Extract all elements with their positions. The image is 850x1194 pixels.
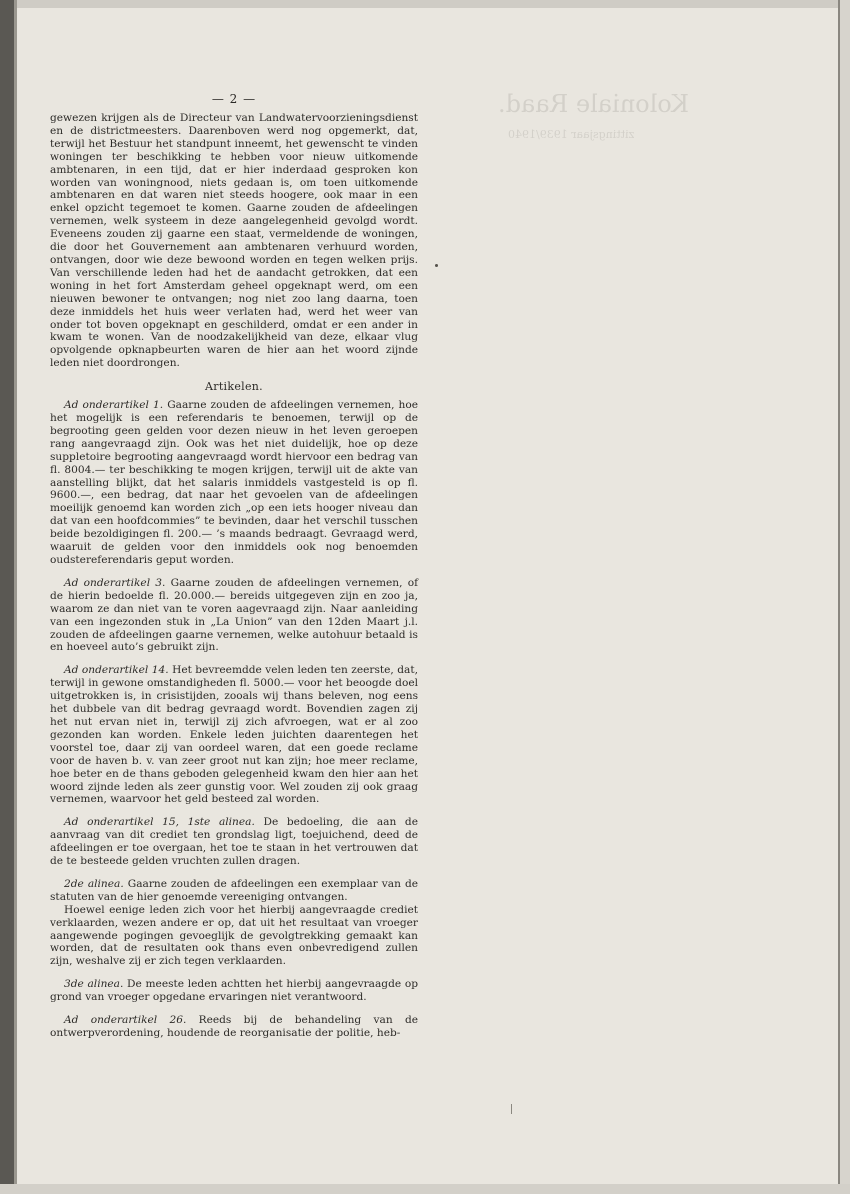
article-15-second-lead: 2de alinea. bbox=[64, 877, 124, 890]
paragraph-housing: gewezen krijgen als de Directeur van Landwatervoorzieningsdienst en de districtmeesters. Daarenboven werd nog opgemerkt, dat, terwijl het Bestuur het standpunt inneemt, het gewenscht te vinden woningen ter beschikking te hebben voor nieuw uitkomende ambtenaren, in een tijd, dat er hier inderdaad gesproken kon worden van woningnood, niets gedaan is, om toen uitkomende ambtenaren en dat waren niet steeds hoogere, ook maar in een enkel opzicht tegemoet te komen. Gaarne zouden de afdeelingen vernemen, welk systeem in deze aangelegenheid gevolgd wordt. Eveneens zouden zij gaarne een staat, vermeldende de woningen, die door het Gouvernement aan ambtenaren verhuurd worden, ontvangen, door wie deze bewoond worden en tegen welken prijs. Van verschillende leden had het de aandacht getrokken, dat een woning in het fort Amsterdam geheel opgeknapt werd, om een nieuwen bewoner te ontvangen; nog niet zoo lang daarna, toen deze inmiddels het huis weer verlaten had, werd het weer van onder tot boven opgeknapt en geschilderd, omdat er een ander in kwam te wonen. Van de noodzakelijkheid van deze, elkaar vlug opvolgende opknapbeurten waren de hier aan het woord zijnde leden niet doordrongen. bbox=[50, 112, 418, 370]
scan-bottom-edge bbox=[0, 1184, 850, 1194]
article-15-second-text: Gaarne zouden de afdeelingen een exemplaar van de statuten van de hier genoemde vereeniging ontvangen. bbox=[50, 877, 418, 903]
article-15-text: De bedoeling, die aan de aanvraag van dit crediet ten grondslag ligt, toejuichend, deed de afdeelingen er toe overgaan, het toe te staan in het vertrouwen dat de te besteede gelden vruchten zullen dragen. bbox=[50, 816, 418, 868]
article-1-lead: Ad onderartikel 1. bbox=[64, 399, 164, 412]
paragraph-article-26 bbox=[50, 1014, 418, 1040]
article-14-text: Het bevreemdde velen leden ten zeerste, dat, terwijl in gewone omstandigheden fl. 5000.— voor het beoogde doel uitgetrokken is, in crisistijden, zooals wij thans beleven, nog eens het dubbele van dit bedrag gevraagd wordt. Bovendien zagen zij het nut ervan niet in, terwijl zij zich afvroegen, wat er al zoo gezonden kan worden. Enkele leden juichten daarentegen het voorstel toe, daar zij van oordeel waren, dat een goede reclame voor de haven b. v. van zeer groot nut kan zijn; hoe meer reclame, hoe beter en de thans geboden gelegenheid kwam den hier aan het woord zijnde leden als zeer gunstig voor. Wel zouden zij ook graag vernemen, waarvoor het geld besteed zal worden. bbox=[50, 664, 418, 806]
ink-speck bbox=[435, 264, 438, 267]
article-1-text: Gaarne zouden de afdeelingen vernemen, hoe het mogelijk is een referendaris te benoemen, terwijl op de begrooting geen gelden voor dezen nieuw in het leven geroepen rang aangevraagd zijn. Ook was het niet duidelijk, hoe op deze suppletoire begrooting aangevraagd wordt hiervoor een bedrag van fl. 8004.— ter beschikking te mogen krijgen, terwijl uit de akte van aanstelling blijkt, dat het salaris inmiddels vastgesteld is op fl. 9600.—, een bedrag, dat naar het gevoelen van de afdeelingen moeilijk genoemd kan worden zich „op een iets hooger niveau dan dat van een hoofdcommies” te bevinden, daar het verschil tusschen beide bezoldigingen fl. 200.— ’s maands bedraagt. Gevraagd werd, waaruit de gelden voor den inmiddels ook nog benoemden oudstereferendaris geput worden. bbox=[50, 399, 418, 566]
show-through-subtitle: zittingsjaar 1939/1940 bbox=[508, 128, 635, 141]
paragraph-article-15-first bbox=[50, 816, 418, 868]
paragraph-article-14 bbox=[50, 664, 418, 806]
paragraph-article-1 bbox=[50, 399, 418, 567]
scan-left-edge bbox=[0, 0, 14, 1194]
article-15-third-text: De meeste leden achtten het hierbij aangevraagde op grond van vroeger opgedane ervaringen niet verantwoord. bbox=[50, 978, 418, 1004]
show-through-text bbox=[468, 90, 848, 250]
article-14-lead: Ad onderartikel 14. bbox=[64, 664, 169, 677]
article-3-text: Gaarne zouden de afdeelingen vernemen, of de hierin bedoelde fl. 20.000.— bereids uitgegeven zijn en zoo ja, waarom ze dan niet van te voren aagevraagd zijn. Naar aanleiding van een ingezonden stuk in „La Union” van den 12den Maart j.l. zouden de afdeelingen gaarne vernemen, welke autohuur betaald is en hoeveel auto’s gebruikt zijn. bbox=[50, 576, 418, 654]
article-3-lead: Ad onderartikel 3. bbox=[64, 576, 166, 589]
article-26-text: Reeds bij de behandeling van de ontwerpverordening, houdende de reorganisatie der politie, heb- bbox=[50, 1014, 418, 1039]
article-15-third-lead: 3de alinea. bbox=[64, 978, 124, 991]
article-15-lead: Ad onderartikel 15, 1ste alinea. bbox=[64, 816, 255, 829]
show-through-title: Koloniale Raad. bbox=[498, 90, 690, 118]
scan-left-edge-inner bbox=[14, 0, 17, 1194]
page-number: — 2 — bbox=[211, 92, 257, 106]
paragraph-article-15-second bbox=[50, 878, 418, 904]
article-26-lead: Ad onderartikel 26. bbox=[64, 1014, 187, 1027]
section-heading-articles: Artikelen. bbox=[205, 380, 263, 394]
document-body bbox=[50, 92, 418, 1040]
paragraph-article-15-second-cont: Hoewel eenige leden zich voor het hierbij aangevraagde crediet verklaarden, wezen andere er op, dat uit het resultaat van vroeger aangewende pogingen gevoeglijk de gevolgtrekking gemaakt kan worden, dat de resultaten ook thans even onbevredigend zullen zijn, weshalve zij er zich tegen verklaarden. bbox=[50, 903, 418, 968]
scan-top-edge bbox=[0, 0, 850, 8]
paragraph-article-15-third bbox=[50, 978, 418, 1004]
paragraph-article-3 bbox=[50, 577, 418, 654]
pencil-mark bbox=[511, 1104, 512, 1114]
